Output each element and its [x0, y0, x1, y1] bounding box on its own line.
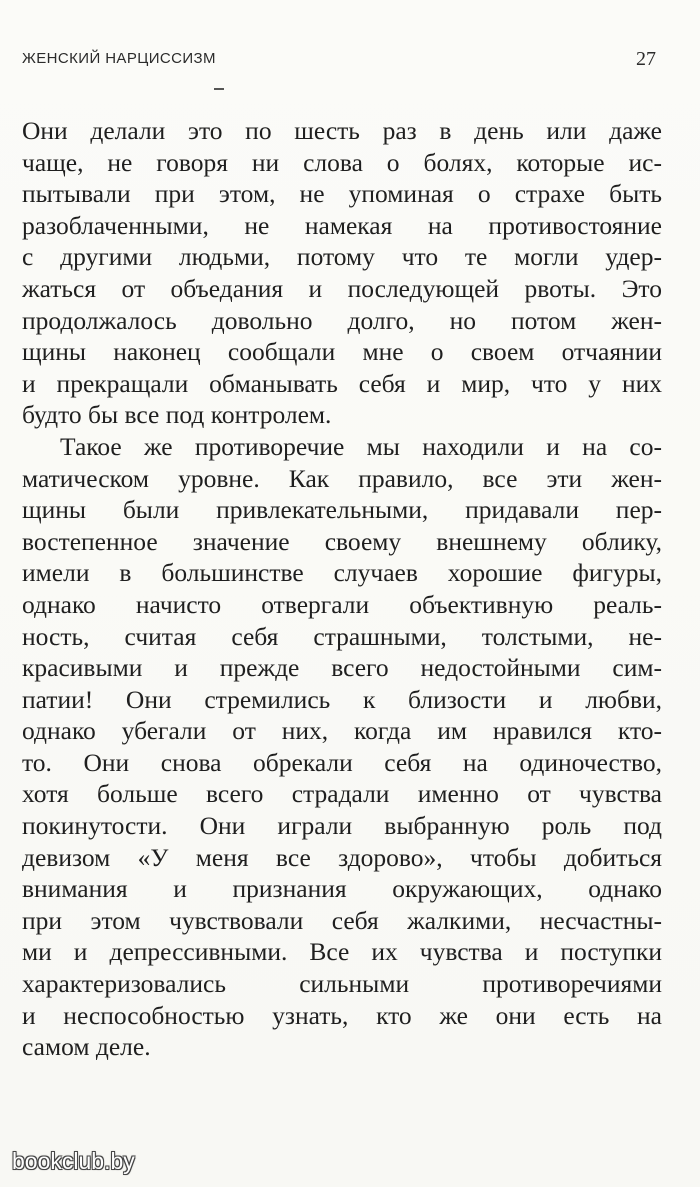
text-line: ность, считая себя страшными, толстыми, не- — [22, 621, 662, 651]
body-text — [22, 115, 662, 1063]
text-line: и прекращали обманывать себя и мир, что у них — [22, 368, 662, 398]
text-line: матическом уровне. Как правило, все эти жен- — [22, 463, 662, 493]
text-line: пытывали при этом, не упоминая о страхе быть — [22, 179, 662, 209]
text-line: покинутости. Они играли выбранную роль под — [22, 811, 662, 841]
text-line: разоблаченными, не намекая на противостояние — [22, 210, 662, 240]
paragraph-2 — [22, 431, 662, 1063]
text-line: девизом «У меня все здорово», чтобы добиться — [22, 842, 662, 872]
text-line: щины наконец сообщали мне о своем отчаянии — [22, 337, 662, 367]
text-line: ми и депрессивными. Все их чувства и поступки — [22, 937, 662, 967]
watermark: bookclub.by — [12, 1148, 135, 1174]
text-line: щины были привлекательными, придавали пер- — [22, 495, 662, 525]
text-line: однако начисто отвергали объективную реаль- — [22, 589, 662, 619]
text-line: красивыми и прежде всего недостойными сим- — [22, 653, 662, 683]
text-line: то. Они снова обрекали себя на одиночество, — [22, 747, 662, 777]
text-line: жаться от объедания и последующей рвоты. Это — [22, 273, 662, 303]
text-line: патии! Они стремились к близости и любви, — [22, 684, 662, 714]
text-line: хотя больше всего страдали именно от чувства — [22, 779, 662, 809]
text-line: продолжалось довольно долго, но потом жен- — [22, 305, 662, 335]
print-mark — [214, 88, 224, 90]
text-line: при этом чувствовали себя жалкими, несчастны- — [22, 905, 662, 935]
text-line: с другими людьми, потому что те могли удер- — [22, 242, 662, 272]
text-line: востепенное значение своему внешнему облику, — [22, 526, 662, 556]
text-line: будто бы все под контролем. — [22, 400, 332, 430]
page-number: 27 — [636, 48, 656, 70]
text-line: однако убегали от них, когда им нравился кто- — [22, 716, 662, 746]
text-line: чаще, не говоря ни слова о болях, которые ис- — [22, 147, 662, 177]
running-title: ЖЕНСКИЙ НАРЦИССИЗМ — [22, 50, 216, 67]
paragraph-1 — [22, 115, 662, 431]
text-line: внимания и признания окружающих, однако — [22, 874, 662, 904]
text-line: имели в большинстве случаев хорошие фигуры, — [22, 558, 662, 588]
text-line: Такое же противоречие мы находили и на со- — [60, 431, 662, 461]
text-line: Они делали это по шесть раз в день или даже — [22, 116, 662, 145]
text-line: и неспособностью узнать, кто же они есть на — [22, 1000, 662, 1030]
text-line: самом деле. — [22, 1032, 151, 1062]
text-line: характеризовались сильными противоречиями — [22, 969, 662, 999]
